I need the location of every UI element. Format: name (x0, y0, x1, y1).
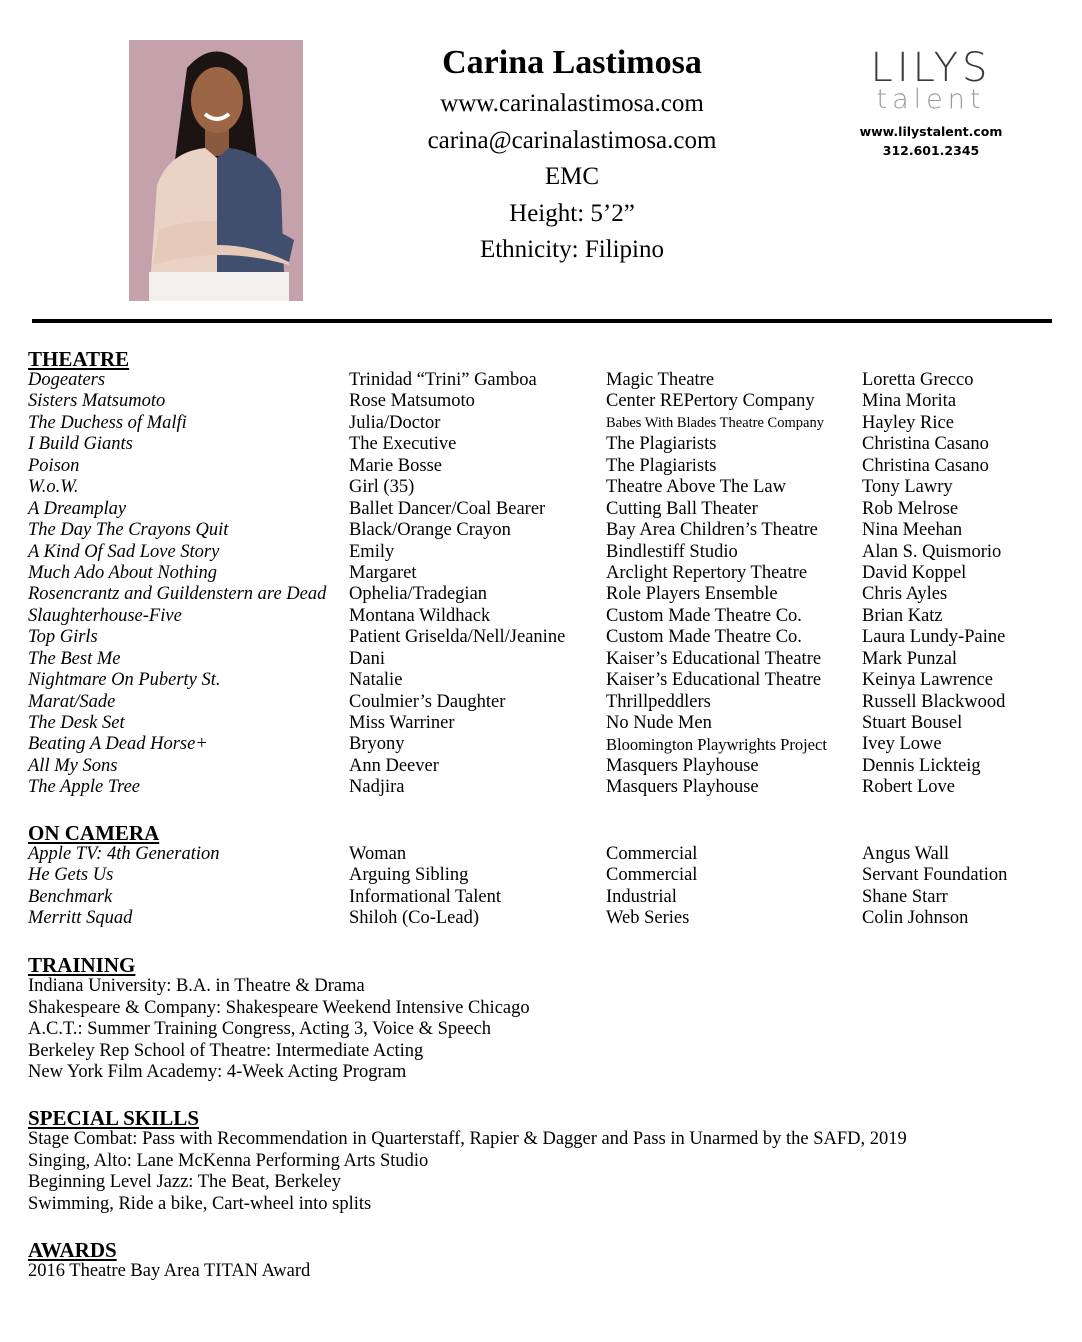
actor-website[interactable]: www.carinalastimosa.com (440, 90, 704, 117)
credit-company: Arclight Repertory Theatre (606, 562, 808, 583)
credit-role: Black/Orange Crayon (349, 520, 511, 541)
credit-title: Nightmare On Puberty St. (28, 670, 221, 691)
credit-role: Emily (349, 541, 395, 562)
credit-role: Shiloh (Co-Lead) (349, 908, 479, 929)
credit-title: The Apple Tree (28, 777, 141, 798)
credit-title: The Best Me (28, 648, 121, 669)
credit-row (28, 606, 1068, 627)
credit-director: Colin Johnson (862, 908, 969, 929)
credit-row (28, 627, 1068, 648)
credit-company: Thrillpeddlers (606, 691, 711, 712)
credit-title: The Duchess of Malfi (28, 412, 187, 433)
credit-row (28, 713, 1068, 734)
credit-row (28, 520, 1068, 541)
skill-item: Beginning Level Jazz: The Beat, Berkeley (28, 1172, 342, 1192)
training-item: A.C.T.: Summer Training Congress, Acting 3, Voice & Speech (28, 1019, 492, 1039)
credit-director: Keinya Lawrence (862, 670, 993, 691)
credit-title: Benchmark (28, 886, 113, 907)
credit-company: No Nude Men (606, 713, 712, 733)
credit-role: Montana Wildhack (349, 605, 491, 626)
credit-title: Top Girls (28, 627, 98, 648)
credit-row (28, 908, 1068, 929)
credit-row (28, 649, 1068, 670)
awards-list (28, 1261, 1068, 1283)
theatre-heading: THEATRE (28, 347, 130, 371)
credit-director: Stuart Bousel (862, 713, 963, 733)
actor-email[interactable]: carina@carinalastimosa.com (427, 126, 717, 154)
credit-director: Dennis Lickteig (862, 755, 981, 776)
credit-company: The Plagiarists (606, 434, 717, 455)
credit-director: Shane Starr (862, 886, 948, 907)
training-list (28, 976, 1068, 1084)
credit-title: W.o.W. (28, 477, 79, 498)
actor-name: Carina Lastimosa (442, 44, 702, 81)
credit-company: Kaiser’s Educational Theatre (606, 648, 822, 669)
credit-row (28, 887, 1068, 908)
credit-title: Poison (28, 455, 80, 476)
credit-director: Rob Melrose (862, 498, 959, 519)
credit-director: Laura Lundy-Paine (862, 627, 1006, 648)
credit-company: Web Series (606, 908, 690, 929)
credit-company: Kaiser’s Educational Theatre (606, 670, 822, 691)
credit-company: Center REPertory Company (606, 391, 815, 412)
credit-director: Christina Casano (862, 434, 989, 455)
credit-row (28, 542, 1068, 563)
credit-title: He Gets Us (28, 865, 114, 886)
credit-row (28, 777, 1068, 798)
credit-role: Girl (35) (349, 477, 415, 498)
on-camera-credits (28, 844, 1068, 930)
on-camera-section (28, 822, 1068, 930)
credit-director: David Koppel (862, 562, 967, 583)
headshot-photo (129, 40, 303, 301)
on-camera-heading: ON CAMERA (28, 821, 160, 845)
credit-role: Dani (349, 648, 385, 669)
credit-role: Coulmier’s Daughter (349, 691, 506, 712)
credit-role: Arguing Sibling (349, 865, 469, 886)
credit-role: Ann Deever (349, 755, 439, 776)
credit-company: Commercial (606, 844, 698, 864)
credit-row (28, 391, 1068, 412)
training-item: Berkeley Rep School of Theatre: Intermediate Acting (28, 1040, 424, 1061)
credit-director: Russell Blackwood (862, 691, 1006, 712)
credit-title: Beating A Dead Horse+ (28, 734, 208, 755)
agency-phone: 312.601.2345 (882, 143, 980, 158)
credit-director: Chris Ayles (862, 584, 948, 605)
credit-director: Brian Katz (862, 605, 943, 626)
credit-company: Masquers Playhouse (606, 777, 759, 798)
credit-company: The Plagiarists (606, 455, 717, 476)
credit-row (28, 499, 1068, 520)
credit-role: Bryony (349, 734, 405, 755)
credit-company: Custom Made Theatre Co. (606, 627, 802, 648)
credit-role: Ophelia/Tradegian (349, 584, 488, 605)
training-heading: TRAINING (28, 953, 136, 977)
credit-title: I Build Giants (28, 434, 133, 455)
credit-company: Role Players Ensemble (606, 584, 778, 605)
credit-row (28, 865, 1068, 886)
credit-company: Babes With Blades Theatre Company (606, 414, 824, 431)
credit-director: Nina Meehan (862, 520, 963, 541)
skills-heading: SPECIAL SKILLS (28, 1106, 199, 1130)
credit-role: Patient Griselda/Nell/Jeanine (349, 627, 566, 648)
agency-website[interactable]: www.lilystalent.com (859, 124, 1003, 139)
credit-role: Margaret (349, 562, 417, 583)
credit-director: Hayley Rice (862, 412, 954, 433)
credit-director: Christina Casano (862, 455, 989, 476)
credit-title: Rosencrantz and Guildenstern are Dead (28, 584, 327, 605)
credit-director: Servant Foundation (862, 865, 1008, 886)
contact-header (372, 40, 772, 269)
credit-role: Marie Bosse (349, 455, 442, 476)
ethnicity: Ethnicity: Filipino (479, 236, 665, 263)
credit-row (28, 413, 1068, 434)
credit-director: Robert Love (862, 777, 955, 798)
credit-row (28, 370, 1068, 391)
credit-title: A Kind Of Sad Love Story (28, 541, 220, 562)
agency-logo-top: LILYS (870, 45, 992, 91)
credit-title: All My Sons (28, 755, 118, 776)
credit-director: Tony Lawry (862, 477, 953, 498)
credit-title: A Dreamplay (28, 498, 127, 519)
credit-title: Merritt Squad (28, 908, 133, 929)
agency-block (858, 45, 1004, 160)
skill-item: Swimming, Ride a bike, Cart-wheel into splits (28, 1193, 372, 1214)
credit-row (28, 434, 1068, 455)
credit-title: Much Ado About Nothing (28, 562, 217, 583)
credit-row (28, 456, 1068, 477)
credit-role: Julia/Doctor (349, 412, 441, 433)
credit-director: Angus Wall (862, 844, 950, 864)
skill-item: Singing, Alto: Lane McKenna Performing Arts Studio (28, 1150, 429, 1171)
credit-title: The Day The Crayons Quit (28, 520, 229, 541)
awards-heading: AWARDS (28, 1238, 117, 1262)
credit-row (28, 670, 1068, 691)
credit-role: The Executive (349, 434, 457, 455)
credit-row (28, 734, 1068, 755)
theatre-section (28, 348, 1068, 799)
credit-company: Industrial (606, 886, 677, 907)
credit-role: Natalie (349, 670, 403, 691)
skill-item: Stage Combat: Pass with Recommendation in Quarterstaff, Rapier & Dagger and Pass in Unarmed by the SAFD, 2019 (28, 1129, 907, 1149)
theatre-credits (28, 370, 1068, 799)
credit-row (28, 477, 1068, 498)
credit-role: Ballet Dancer/Coal Bearer (349, 498, 546, 519)
training-section (28, 954, 1068, 1084)
credit-row (28, 692, 1068, 713)
credit-title: Marat/Sade (28, 691, 116, 712)
credit-company: Theatre Above The Law (606, 477, 786, 498)
credit-row (28, 756, 1068, 777)
credit-company: Magic Theatre (606, 370, 715, 390)
training-item: Indiana University: B.A. in Theatre & Drama (28, 976, 365, 996)
credit-role: Rose Matsumoto (349, 391, 475, 412)
credit-title: Slaughterhouse-Five (28, 605, 182, 626)
headshot-illustration (129, 40, 303, 301)
credit-title: Dogeaters (28, 370, 106, 390)
credit-row (28, 584, 1068, 605)
credit-director: Ivey Lowe (862, 734, 942, 755)
credit-director: Mina Morita (862, 391, 957, 412)
credit-role: Woman (349, 844, 407, 864)
training-item: New York Film Academy: 4-Week Acting Program (28, 1062, 407, 1082)
credit-director: Mark Punzal (862, 648, 958, 669)
award-item: 2016 Theatre Bay Area TITAN Award (28, 1261, 311, 1281)
awards-section (28, 1239, 1068, 1283)
skills-section (28, 1107, 1068, 1215)
credit-company: Bay Area Children’s Theatre (606, 520, 818, 541)
credit-role: Trinidad “Trini” Gamboa (349, 370, 537, 390)
credit-role: Informational Talent (349, 886, 501, 907)
credit-role: Nadjira (349, 777, 405, 798)
height: Height: 5’2” (509, 199, 635, 227)
header-divider (32, 319, 1052, 323)
training-item: Shakespeare & Company: Shakespeare Weekend Intensive Chicago (28, 997, 530, 1018)
credit-company: Masquers Playhouse (606, 755, 759, 776)
credit-title: Apple TV: 4th Generation (28, 844, 220, 864)
credit-company: Bindlestiff Studio (606, 541, 738, 562)
credit-title: The Desk Set (28, 713, 125, 733)
credit-title: Sisters Matsumoto (28, 391, 166, 412)
credit-director: Loretta Grecco (862, 370, 974, 390)
skills-list (28, 1129, 1068, 1215)
credit-row (28, 844, 1068, 865)
credit-company: Custom Made Theatre Co. (606, 605, 802, 626)
credit-role: Miss Warriner (349, 713, 455, 733)
credit-company: Commercial (606, 865, 698, 886)
credit-company: Bloomington Playwrights Project (606, 735, 827, 755)
union-status: EMC (544, 163, 600, 190)
credit-row (28, 563, 1068, 584)
credit-company: Cutting Ball Theater (606, 498, 758, 519)
agency-logo-bottom: talent (876, 84, 986, 115)
credit-director: Alan S. Quismorio (862, 541, 1002, 562)
